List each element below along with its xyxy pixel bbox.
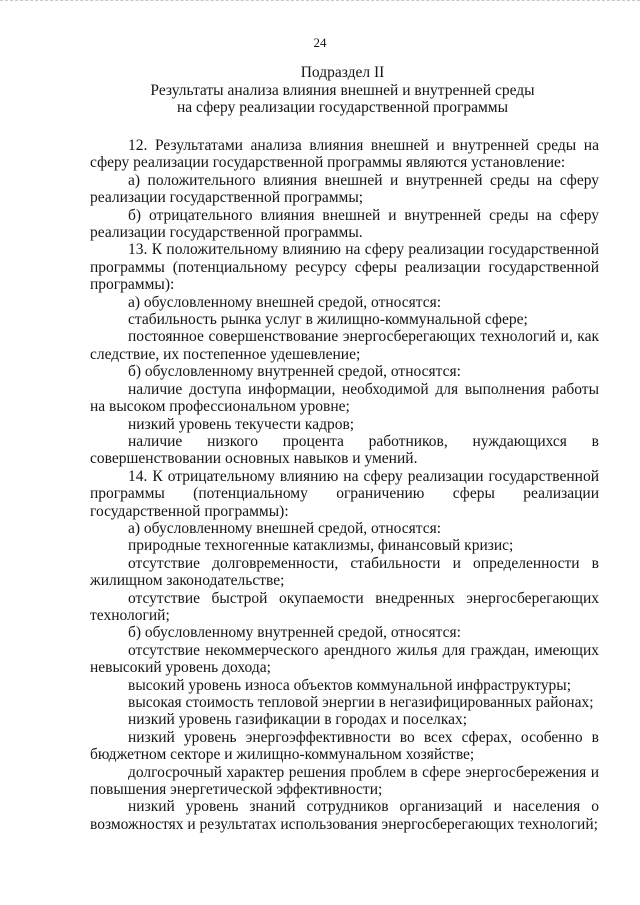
list-item: отсутствие долговременности, стабильности и определенности в жилищном законодательстве;: [90, 554, 599, 590]
paragraph-13-a: а) обусловленному внешней средой, относятся:: [128, 293, 442, 311]
list-item: стабильность рынка услуг в жилищно-коммунальной сфере;: [128, 311, 528, 329]
document-body: [90, 137, 599, 833]
list-item: наличие доступа информации, необходимой для выполнения работы на высоком профессиональном уровне;: [90, 380, 599, 416]
list-item: постоянное совершенствование энергосберегающих технологий и, как следствие, их постепенное удешевление;: [90, 328, 599, 363]
list-item: низкий уровень энергоэффективности во всех сферах, особенно в бюджетном секторе и жилищно-коммунальном хозяйстве;: [90, 728, 599, 764]
section-heading: [70, 64, 615, 117]
list-item: высокая стоимость тепловой энергии в негазифицированных районах;: [128, 694, 594, 711]
list-item: наличие низкого процента работников, нуждающихся в совершенствовании основных навыков и умений.: [90, 432, 599, 468]
list-item: низкий уровень газификации в городах и поселках;: [128, 711, 468, 729]
list-item: природные техногенные катаклизмы, финансовый кризис;: [128, 537, 514, 555]
paragraph-12-b: б) отрицательного влияния внешней и внутренней среды на сферу реализации государственной программы.: [90, 206, 599, 242]
scan-top-edge: [0, 0, 640, 7]
section-heading-line-3: на сферу реализации государственной программы: [177, 99, 508, 116]
list-item: низкий уровень знаний сотрудников организаций и населения о возможностях и результатах использования энергосберегающих технологий;: [90, 798, 599, 833]
list-item: низкий уровень текучести кадров;: [128, 415, 355, 433]
section-heading-line-2: Результаты анализа влияния внешней и внутренней среды: [150, 81, 535, 99]
section-heading-line-1: Подраздел II: [300, 64, 385, 81]
paragraph-12-a: а) положительного влияния внешней и внутренней среды на сферу реализации государственной программы;: [90, 171, 599, 207]
paragraph-14-a: а) обусловленному внешней средой, относятся:: [128, 519, 442, 537]
paragraph-13: 13. К положительному влиянию на сферу реализации государственной программы (потенциальному ресурсу сферы реализации государственной программы):: [90, 241, 599, 294]
list-item: отсутствие некоммерческого арендного жилья для граждан, имеющих невысокий уровень дохода;: [90, 641, 599, 677]
list-item: высокий уровень износа объектов коммунальной инфраструктуры;: [128, 676, 572, 694]
page-number: 24: [313, 35, 327, 50]
paragraph-13-b: б) обусловленному внутренней средой, относятся:: [128, 363, 461, 381]
paragraph-12: 12. Результатами анализа влияния внешней и внутренней среды на сферу реализации государственной программы являются установление:: [90, 137, 599, 172]
paragraph-14-b: б) обусловленному внутренней средой, относятся:: [128, 624, 461, 642]
list-item: отсутствие быстрой окупаемости внедренных энергосберегающих технологий;: [90, 589, 599, 624]
list-item: долгосрочный характер решения проблем в сфере энергосбережения и повышения энергетической эффективности;: [90, 763, 599, 799]
paragraph-14: 14. К отрицательному влиянию на сферу реализации государственной программы (потенциальному ограничению сферы реализации государственной программы):: [90, 467, 599, 520]
